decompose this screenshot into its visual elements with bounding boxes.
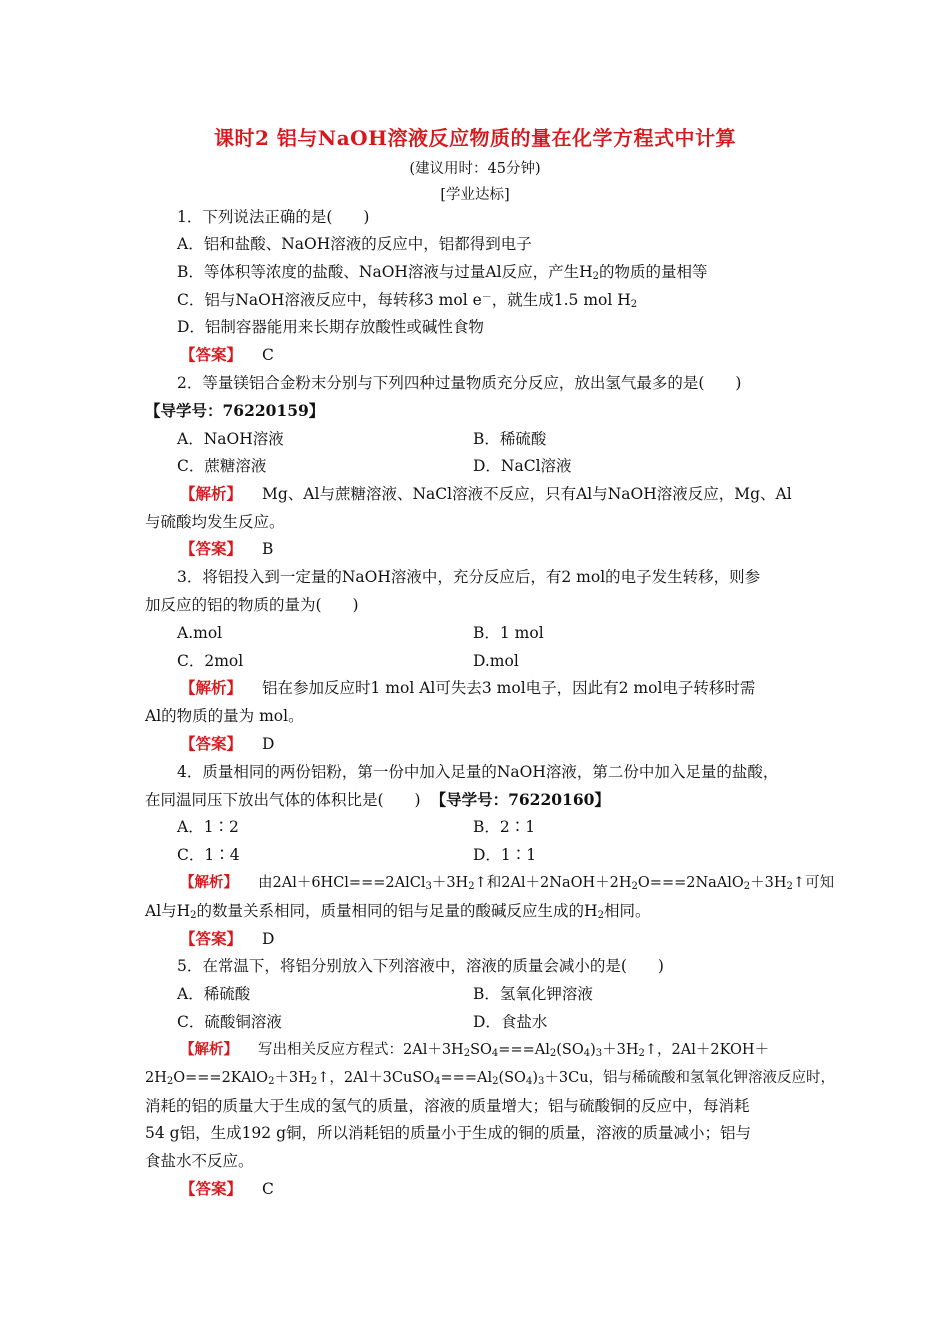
q5-option-d: D．食盐水 (473, 1013, 548, 1031)
q2-stem: 2．等量镁铝合金粉末分别与下列四种过量物质充分反应，放出氢气最多的是( ) (177, 374, 742, 392)
q2-analysis-line2: 与硫酸均发生反应。 (145, 513, 285, 531)
q4-stem-line1: 4．质量相同的两份铝粉，第一份中加入足量的NaOH溶液，第二份中加入足量的盐酸， (177, 763, 779, 781)
q4-option-a: A．1∶2 (177, 818, 239, 836)
q4-analysis-line1: 【解析】 由$2Al+6HCl===2AlCl_3+3H_2↑$和$2Al+2NaOH+2H_2O===2NaAlO_2+3H_2↑$可知 (180, 874, 835, 892)
q5-analysis-line5: 食盐水不反应。 (145, 1152, 254, 1170)
q5-analysis-line3: 消耗的铝的质量大于生成的氢气的质量，溶液的质量增大；铝与硫酸铜的反应中，每消耗 (145, 1097, 750, 1115)
q2-option-b: B．稀硫酸 (473, 430, 547, 448)
q2-option-d: D．NaCl溶液 (473, 457, 572, 475)
answer-tag: 【答案】 (180, 539, 243, 558)
q5-analysis-line4: 54 g铝，生成192 g铜，所以消耗铝的质量小于生成的铜的质量，溶液的质量减小；铝与 (145, 1124, 752, 1142)
q5-analysis-line2: $2H_2O===2KAlO_2+3H_2↑$，$2Al+3CuSO_4===Al_2(SO_4)_3+3Cu$，铝与稀硫酸和氢氧化钾溶液反应时， (145, 1070, 836, 1087)
answer-tag: 【答案】 (180, 734, 243, 753)
q5-option-a: A．稀硫酸 (177, 985, 251, 1003)
q3-analysis-line2: Al的物质的量为 mol。 (145, 707, 304, 725)
q5-answer: 【答案】 C (180, 1179, 274, 1198)
answer-tag: 【答案】 (180, 345, 243, 364)
q4-answer: 【答案】 D (180, 929, 275, 948)
q4-guide-number: 【导学号：76220160】 (430, 790, 610, 809)
q4-option-d: D．1∶1 (473, 846, 537, 864)
analysis-tag: 【解析】 (180, 484, 243, 503)
q1-option-a: A．铝和盐酸、NaOH溶液的反应中，铝都得到电子 (177, 235, 532, 253)
q2-analysis-line1: 【解析】 Mg、Al与蔗糖溶液、NaCl溶液不反应，只有Al与NaOH溶液反应，Mg、Al (180, 484, 792, 503)
analysis-tag: 【解析】 (180, 1041, 238, 1058)
q1-stem: 1．下列说法正确的是( ) (177, 208, 370, 226)
answer-tag: 【答案】 (180, 1179, 243, 1198)
q2-guide-number: 【导学号：76220159】 (145, 401, 325, 420)
q1-answer: 【答案】 C (180, 345, 274, 364)
q1-option-b: B．等体积等浓度的盐酸、NaOH溶液与过量Al反应，产生$H_2$的物质的量相等 (177, 263, 708, 282)
q5-option-c: C．硫酸铜溶液 (177, 1013, 282, 1031)
q3-answer: 【答案】 D (180, 734, 275, 753)
q4-stem-line2: 在同温同压下放出气体的体积比是( ) 【导学号：76220160】 (145, 790, 610, 809)
analysis-tag: 【解析】 (180, 678, 243, 697)
q3-option-b: B．1 mol (473, 624, 544, 642)
q3-stem-line1: 3．将铝投入到一定量的NaOH溶液中，充分反应后，有2 mol的电子发生转移，则参 (177, 568, 761, 586)
time-hint: (建议用时：45分钟) (409, 161, 541, 177)
page-title: 课时2 铝与NaOH溶液反应物质的量在化学方程式中计算 (214, 126, 736, 150)
q1-option-c: C．铝与NaOH溶液反应中，每转移3 mol e－，就生成1.5 mol $H_2$ (177, 291, 638, 310)
q4-option-b: B．2∶1 (473, 818, 536, 836)
q3-analysis-line1: 【解析】 铝在参加反应时1 mol Al可失去3 mol电子，因此有2 mol电子转移时需 (180, 678, 756, 697)
q1-option-d: D．铝制容器能用来长期存放酸性或碱性食物 (177, 318, 484, 336)
q4-analysis-line2: Al与$H_2$的数量关系相同，质量相同的铝与足量的酸碱反应生成的$H_2$相同。 (145, 902, 651, 921)
answer-tag: 【答案】 (180, 929, 243, 948)
q3-option-a: A.mol (177, 624, 223, 642)
q2-answer: 【答案】 B (180, 539, 274, 558)
q3-stem-line2: 加反应的铝的物质的量为( ) (145, 596, 359, 614)
q5-stem: 5．在常温下，将铝分别放入下列溶液中，溶液的质量会减小的是( ) (177, 957, 664, 975)
q5-analysis-line1: 【解析】 写出相关反应方程式：$2Al+3H_2SO_4===Al_2(SO_4)_3+3H_2↑$，2Al＋2KOH＋ (180, 1041, 770, 1059)
q2-option-a: A．NaOH溶液 (177, 430, 284, 448)
q4-option-c: C．1∶4 (177, 846, 240, 864)
q3-option-d: D.mol (473, 652, 519, 670)
q3-option-c: C．2mol (177, 652, 244, 670)
section-heading: [学业达标] (440, 187, 510, 203)
q5-option-b: B．氢氧化钾溶液 (473, 985, 593, 1003)
q2-option-c: C．蔗糖溶液 (177, 457, 267, 475)
analysis-tag: 【解析】 (180, 874, 238, 891)
